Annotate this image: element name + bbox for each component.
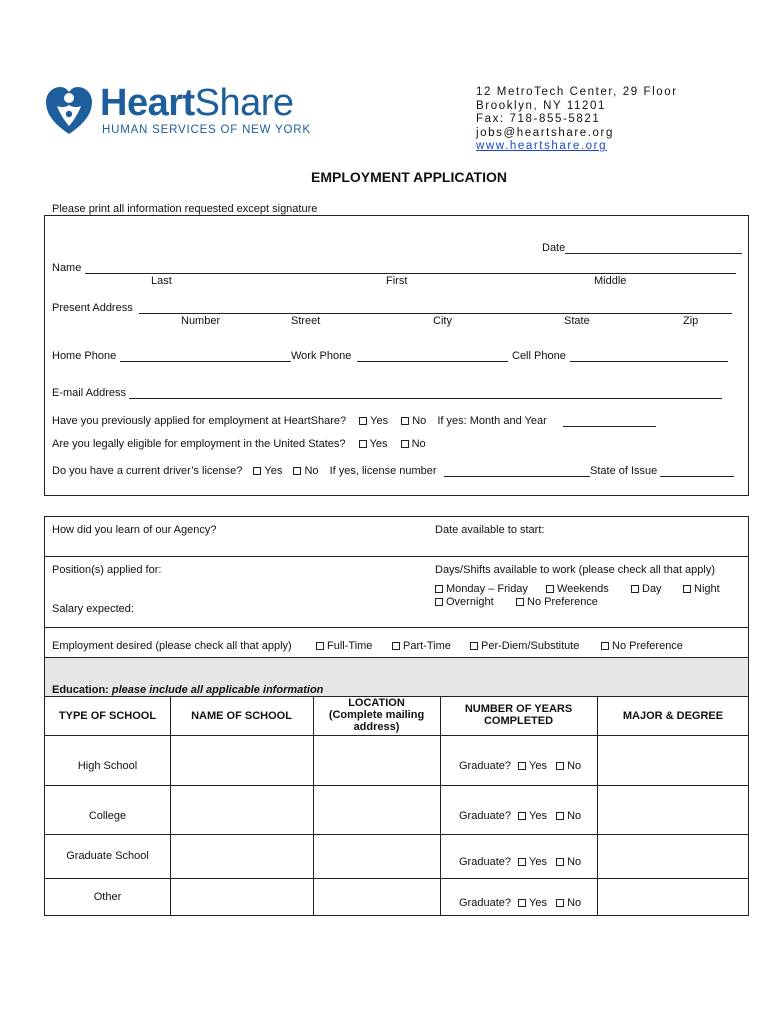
email-field[interactable] xyxy=(129,398,722,399)
grad-yes-label: Yes xyxy=(529,760,547,772)
address-zip-caption: Zip xyxy=(683,315,699,327)
col-location-line1: LOCATION xyxy=(348,697,405,709)
applied-month-year-field[interactable] xyxy=(563,426,656,427)
grad-label: Graduate? xyxy=(459,856,511,868)
col-name-of-school: NAME OF SCHOOL xyxy=(191,710,292,722)
grad-other-no-checkbox[interactable] xyxy=(556,899,564,907)
education-heading-note: please include all applicable information xyxy=(111,684,324,696)
row-high-school: High School xyxy=(77,760,138,772)
contact-address-line2: Brooklyn, NY 11201 xyxy=(476,99,607,112)
name-middle-caption: Middle xyxy=(594,275,627,287)
grad-no-label: No xyxy=(567,897,582,909)
salary-label: Salary expected: xyxy=(52,603,134,615)
shift-weekends-checkbox[interactable] xyxy=(546,585,554,593)
grad-yes-label: Yes xyxy=(529,897,547,909)
brand-name xyxy=(100,82,294,125)
divider xyxy=(313,696,314,916)
col-years-completed xyxy=(440,703,597,727)
divider xyxy=(44,834,749,835)
grad-graduate-school xyxy=(459,856,581,868)
address-state-caption: State xyxy=(564,315,590,327)
name-last-caption: Last xyxy=(151,275,172,287)
cell-phone-label: Cell Phone xyxy=(512,350,566,362)
name-field[interactable] xyxy=(85,273,736,274)
shift-overnight xyxy=(433,596,494,608)
grad-college-yes-checkbox[interactable] xyxy=(518,812,526,820)
col-location xyxy=(313,697,440,733)
divider xyxy=(440,696,441,916)
personal-info-section xyxy=(44,215,749,496)
home-phone-field[interactable] xyxy=(120,361,291,362)
state-of-issue-label: State of Issue xyxy=(590,465,658,477)
contact-website-link[interactable]: www.heartshare.org xyxy=(476,140,608,152)
eligible-no-checkbox[interactable] xyxy=(401,440,409,448)
shift-overnight-label: Overnight xyxy=(446,596,494,608)
address-field[interactable] xyxy=(139,313,732,314)
emp-full-time-label: Full-Time xyxy=(327,640,373,652)
applied-followup-label: If yes: Month and Year xyxy=(437,415,547,427)
form-instruction: Please print all information requested except signature xyxy=(52,203,318,215)
education-heading xyxy=(52,684,323,696)
shift-monday-friday-label: Monday – Friday xyxy=(446,583,528,595)
contact-email: jobs@heartshare.org xyxy=(476,126,614,139)
cell-phone-field[interactable] xyxy=(570,361,728,362)
shift-weekends xyxy=(544,583,609,595)
shift-monday-friday-checkbox[interactable] xyxy=(435,585,443,593)
home-phone-label: Home Phone xyxy=(52,350,117,362)
eligible-question-text: Are you legally eligible for employment in the United States? xyxy=(52,438,346,450)
applied-question xyxy=(52,415,547,427)
divider xyxy=(44,878,749,879)
shift-no-preference-label: No Preference xyxy=(527,596,598,608)
grad-yes-label: Yes xyxy=(529,856,547,868)
license-no-checkbox[interactable] xyxy=(293,467,301,475)
license-question xyxy=(52,465,437,477)
eligible-question xyxy=(52,438,426,450)
shift-night-label: Night xyxy=(694,583,720,595)
license-question-text: Do you have a current driver’s license? xyxy=(52,465,243,477)
address-label: Present Address xyxy=(52,302,133,314)
emp-full-time-checkbox[interactable] xyxy=(316,642,324,650)
row-other: Other xyxy=(93,891,122,903)
grad-label: Graduate? xyxy=(459,810,511,822)
email-label: E-mail Address xyxy=(52,387,126,399)
shift-night xyxy=(681,583,720,595)
date-label: Date xyxy=(542,242,566,254)
emp-no-preference xyxy=(599,640,683,652)
divider xyxy=(44,785,749,786)
emp-full-time xyxy=(314,640,372,652)
shift-weekends-label: Weekends xyxy=(557,583,609,595)
row-graduate-school: Graduate School xyxy=(66,850,149,862)
applied-yes-checkbox[interactable] xyxy=(359,417,367,425)
emp-no-preference-label: No Preference xyxy=(612,640,683,652)
grad-no-label: No xyxy=(567,856,582,868)
heart-people-icon xyxy=(44,84,94,138)
shift-night-checkbox[interactable] xyxy=(683,585,691,593)
employment-desired-label: Employment desired (please check all that apply) xyxy=(52,640,292,652)
shift-day-label: Day xyxy=(642,583,662,595)
grad-label: Graduate? xyxy=(459,897,511,909)
applied-no-label: No xyxy=(412,415,427,427)
brand-name-bold: Heart xyxy=(100,82,195,124)
grad-graduate-school-no-checkbox[interactable] xyxy=(556,858,564,866)
divider xyxy=(44,735,749,736)
work-phone-field[interactable] xyxy=(357,361,508,362)
col-major-degree: MAJOR & DEGREE xyxy=(622,710,724,722)
shift-day-checkbox[interactable] xyxy=(631,585,639,593)
license-followup-label: If yes, license number xyxy=(329,465,437,477)
license-yes-label: Yes xyxy=(264,465,283,477)
grad-high-school-yes-checkbox[interactable] xyxy=(518,762,526,770)
emp-per-diem-label: Per-Diem/Substitute xyxy=(481,640,580,652)
shift-no-preference-checkbox[interactable] xyxy=(516,598,524,606)
col-years-line2: COMPLETED xyxy=(483,715,554,727)
state-of-issue-field[interactable] xyxy=(660,476,734,477)
contact-fax: Fax: 718-855-5821 xyxy=(476,113,601,125)
eligible-no-label: No xyxy=(411,438,426,450)
shift-day xyxy=(629,583,662,595)
applied-question-text: Have you previously applied for employment at HeartShare? xyxy=(52,415,347,427)
grad-other-yes-checkbox[interactable] xyxy=(518,899,526,907)
brand-tagline: HUMAN SERVICES OF NEW YORK xyxy=(102,124,311,136)
applied-yes-label: Yes xyxy=(370,415,389,427)
heartshare-logo xyxy=(44,84,334,140)
contact-block xyxy=(476,86,678,154)
work-phone-label: Work Phone xyxy=(291,350,352,362)
grad-other xyxy=(459,897,581,909)
grad-yes-label: Yes xyxy=(529,810,547,822)
divider xyxy=(44,556,749,557)
emp-per-diem-checkbox[interactable] xyxy=(470,642,478,650)
address-street-caption: Street xyxy=(291,315,321,327)
col-location-line2: (Complete mailing xyxy=(328,709,425,721)
name-first-caption: First xyxy=(386,275,408,287)
address-city-caption: City xyxy=(433,315,452,327)
license-number-field[interactable] xyxy=(444,476,590,477)
name-label: Name xyxy=(52,262,82,274)
emp-per-diem xyxy=(468,640,579,652)
positions-label: Position(s) applied for: xyxy=(52,564,162,576)
shift-no-preference xyxy=(514,596,598,608)
license-no-label: No xyxy=(304,465,319,477)
col-location-line3: address) xyxy=(353,721,400,733)
emp-part-time xyxy=(390,640,451,652)
date-field[interactable] xyxy=(565,253,742,254)
divider xyxy=(170,696,171,916)
eligible-yes-checkbox[interactable] xyxy=(359,440,367,448)
col-years-line1: NUMBER OF YEARS xyxy=(464,703,573,715)
applied-no-checkbox[interactable] xyxy=(401,417,409,425)
education-heading-label: Education: xyxy=(52,684,109,696)
grad-college-no-checkbox[interactable] xyxy=(556,812,564,820)
grad-college xyxy=(459,810,581,822)
divider xyxy=(597,696,598,916)
grad-high-school xyxy=(459,760,581,772)
shift-overnight-checkbox[interactable] xyxy=(435,598,443,606)
date-available-label: Date available to start: xyxy=(435,524,545,536)
emp-part-time-checkbox[interactable] xyxy=(392,642,400,650)
brand-name-light: Share xyxy=(194,82,294,124)
contact-address-line1: 12 MetroTech Center, 29 Floor xyxy=(476,86,678,98)
days-shifts-label: Days/Shifts available to work (please check all that apply) xyxy=(435,564,716,576)
shift-options-row1 xyxy=(433,583,528,595)
grad-no-label: No xyxy=(567,760,582,772)
address-number-caption: Number xyxy=(181,315,221,327)
grad-high-school-no-checkbox[interactable] xyxy=(556,762,564,770)
emp-part-time-label: Part-Time xyxy=(403,640,451,652)
col-type-of-school: TYPE OF SCHOOL xyxy=(58,710,157,722)
divider xyxy=(44,627,749,628)
row-college: College xyxy=(88,810,127,822)
how-learn-label: How did you learn of our Agency? xyxy=(52,524,217,536)
eligible-yes-label: Yes xyxy=(369,438,388,450)
emp-no-preference-checkbox[interactable] xyxy=(601,642,609,650)
grad-label: Graduate? xyxy=(459,760,511,772)
form-title: EMPLOYMENT APPLICATION xyxy=(311,169,507,185)
grad-no-label: No xyxy=(567,810,582,822)
license-yes-checkbox[interactable] xyxy=(253,467,261,475)
grad-graduate-school-yes-checkbox[interactable] xyxy=(518,858,526,866)
